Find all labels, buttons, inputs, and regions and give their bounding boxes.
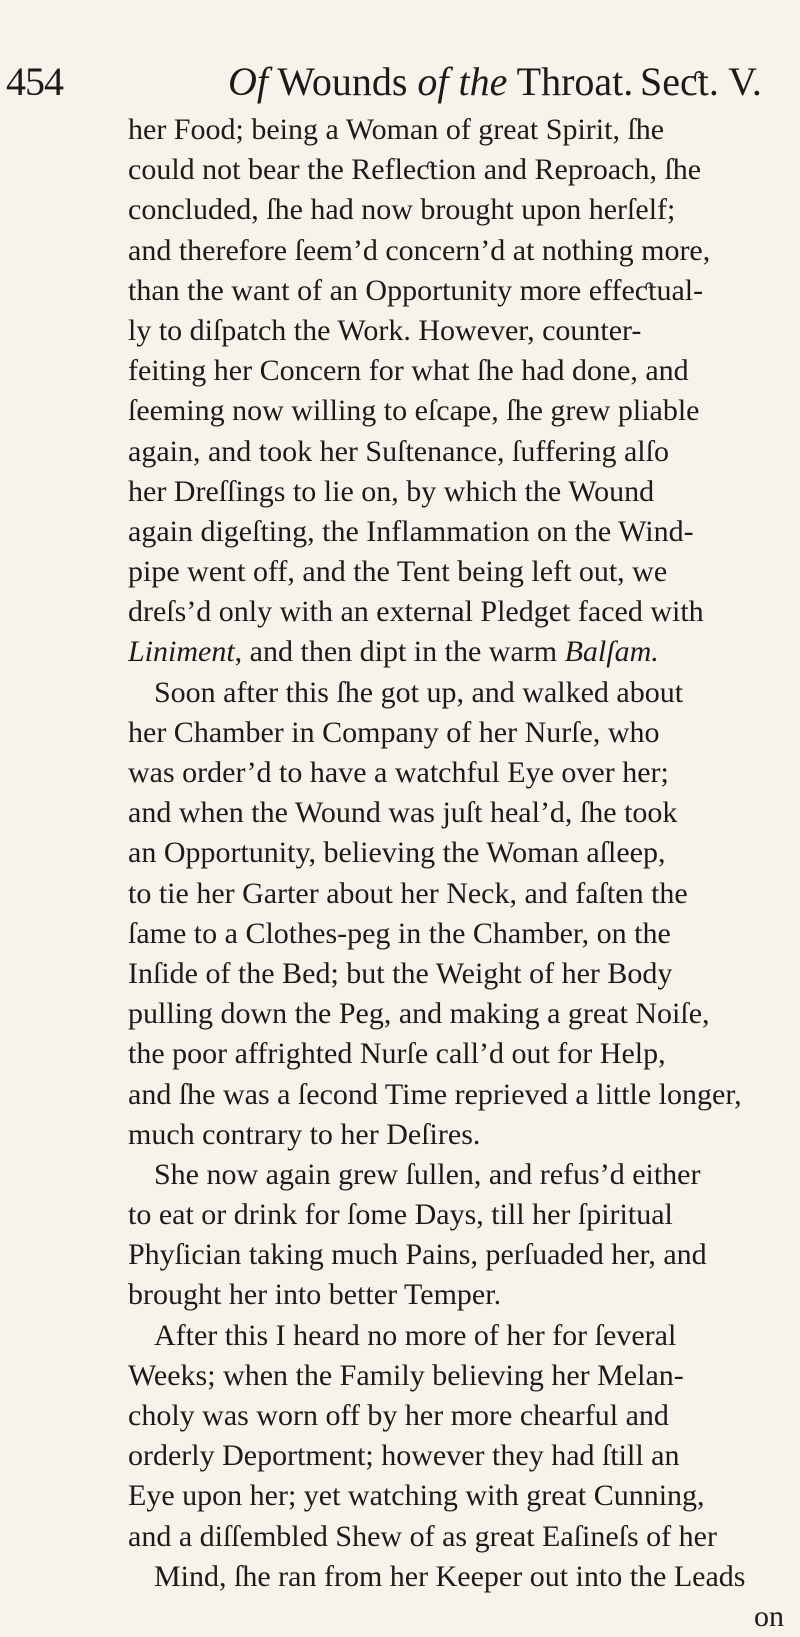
liniment-mid: , and then dipt in the warm [234,635,565,669]
paragraph-start: After this I heard no more of her for ſeveral [154,1318,677,1352]
text-line: again, and took her Suſtenance, ſuffering alſo [128,434,669,468]
text-line: much contrary to her Deſires. [128,1117,481,1151]
text-line: again digeſting, the Inflammation on the Wind- [128,514,694,548]
text-line: ſame to a Clothes-peg in the Chamber, on the [128,916,671,950]
page-number: 454 [6,59,63,104]
running-title-post: Throat. [507,59,634,104]
text-line: pipe went off, and the Tent being left out, we [128,555,668,589]
text-line: her Food; being a Woman of great Spirit, ſhe [128,113,665,146]
text-line: Phyſician taking much Pains, perſuaded her, and [128,1238,707,1272]
running-title-mid: Wounds [268,59,418,104]
text-line: and a diſſembled Shew of as great Eaſineſs of her [128,1519,717,1553]
running-title [228,58,633,105]
text-line: could not bear the Refleƈtion and Reproach, ſhe [128,153,702,187]
text-line: dreſs’d only with an external Pledget faced with [128,595,704,629]
page-header [0,46,800,106]
text-line: the poor affrighted Nurſe call’d out for Help, [128,1037,666,1071]
text-line: to eat or drink for ſome Days, till her ſpiritual [128,1198,673,1232]
text-line: brought her into better Temper. [128,1278,502,1312]
text-line: Eye upon her; yet watching with great Cunning, [128,1479,705,1513]
paragraph-start: She now again grew ſullen, and refus’d either [154,1157,701,1191]
text-line: feiting her Concern for what ſhe had done, and [128,354,689,388]
text-line: her Dreſſings to lie on, by which the Wound [128,474,655,508]
section-label: Seƈt. V. [640,59,762,104]
text-line: an Opportunity, believing the Woman aſleep, [128,836,666,870]
text-line: ly to diſpatch the Work. However, counter- [128,313,642,347]
liniment-word: Liniment [128,635,235,669]
text-line: and when the Wound was juſt heal’d, ſhe took [128,796,678,830]
text-line: was order’d to have a watchful Eye over her; [128,756,669,789]
text-line: pulling down the Peg, and making a great Noiſe, [128,997,710,1031]
text-line: choly was worn off by her more chearful and [128,1399,669,1432]
body-text [128,110,788,1637]
text-line: Mind, ſhe ran from her Keeper out into the Leads [154,1559,746,1593]
catchword: on [754,1599,784,1633]
text-line: to tie her Garter about her Neck, and faſten the [128,876,688,910]
paragraph-start: Soon after this ſhe got up, and walked about [154,675,684,709]
running-title-em: of the [417,59,508,104]
text-line: Weeks; when the Family believing her Melan- [128,1358,684,1392]
text-line-liniment [128,632,788,672]
text-line: ſeeming now willing to eſcape, ſhe grew pliable [128,394,700,428]
text-line: her Chamber in Company of her Nurſe, who [128,715,660,749]
text-line: Inſide of the Bed; but the Weight of her Body [128,956,673,990]
text-line: and ſhe was a ſecond Time reprieved a little longer, [128,1077,742,1111]
running-title-pre: Of [228,59,268,104]
balsam-word: Balſam. [564,635,659,669]
text-line: and therefore ſeem’d concern’d at nothing more, [128,233,711,267]
text-line: concluded, ſhe had now brought upon herſelf; [128,193,676,227]
text-line: than the want of an Opportunity more effeƈtual- [128,273,704,307]
text-line: orderly Deportment; however they had ſtill an [128,1439,680,1473]
